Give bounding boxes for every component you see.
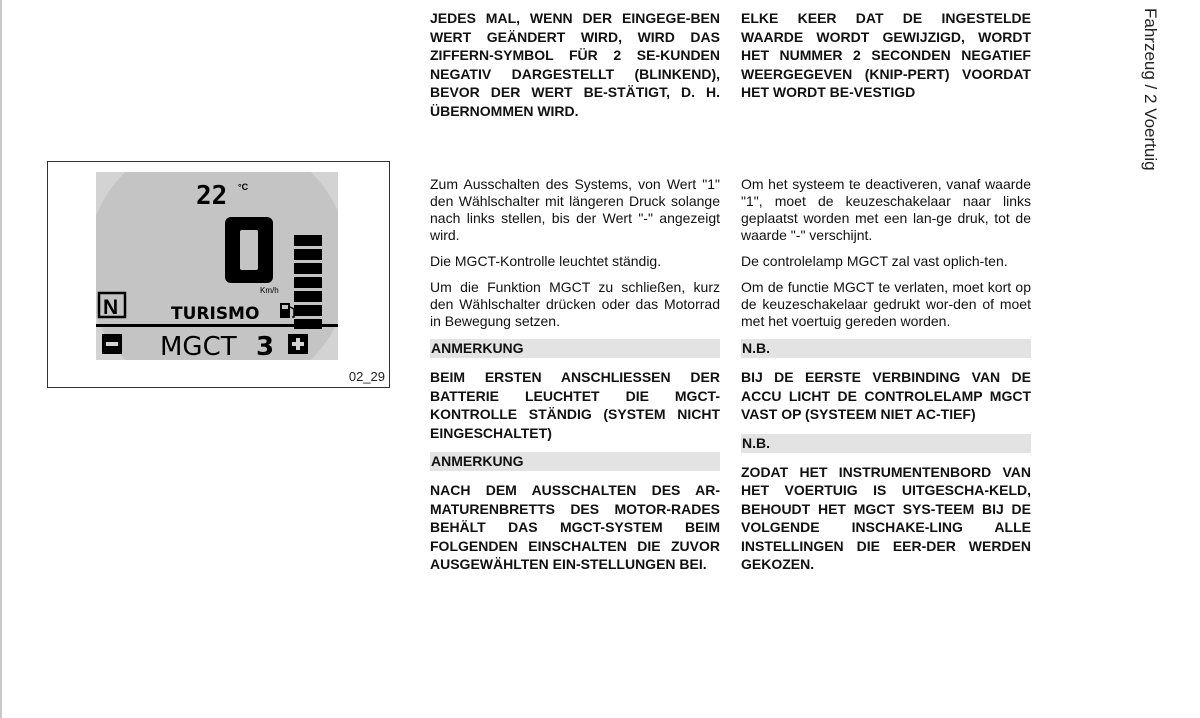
speed-digit: [225, 217, 273, 283]
dutch-note-1-heading: N.B.: [741, 339, 1031, 358]
gauge-bars-icon: [294, 235, 322, 329]
section-side-title: [1130, 8, 1170, 218]
dutch-paragraph-1: Om het systeem te deactiveren, vanaf waarde "1", moet de keuzeschakelaar naar links geplaatst worden met een lan-ge druk, tot de waarde "-" verschijnt.: [741, 176, 1031, 243]
minus-icon: [102, 334, 122, 354]
figure-label: 02_29: [348, 369, 385, 384]
dutch-note-2-heading: N.B.: [741, 434, 1031, 453]
german-paragraph-3: Um die Funktion MGCT zu schließen, kurz den Wählschalter drücken oder das Motorrad in Bewegung setzen.: [430, 279, 720, 329]
dutch-note-2-text: ZODAT HET INSTRUMENTENBORD VAN HET VOERTUIG IS UITGESCHA-KELD, BEHOUDT HET MGCT SYS-TEEM BIJ DE VOLGENDE INSCHAKE-LING ALLE INSTELLINGEN DIE EER-DER WERDEN GEKOZEN.: [741, 463, 1031, 572]
german-note-1-text: BEIM ERSTEN ANSCHLIESSEN DER BATTERIE LEUCHTET DIE MGCT-KONTROLLE STÄNDIG (SYSTEM NICHT EINGESCHALTET): [430, 369, 720, 441]
german-note-2-text: NACH DEM AUSSCHALTEN DES AR-MATURENBRETTS DES MOTOR-RADES BEHÄLT DAS MGCT-SYSTEM BEIM FOLGENDEN EINSCHALTEN DIE ZUVOR AUSGEWÄHLTEN EIN-STELLUNGEN BEI.: [430, 482, 720, 572]
german-note-1-heading: ANMERKUNG: [430, 339, 720, 358]
control-value: 3: [256, 332, 275, 362]
dutch-note-1-text: BIJ DE EERSTE VERBINDING VAN DE ACCU LICHT DE CONTROLELAMP MGCT VAST OP (SYSTEEM NIET AC-TIEF): [741, 369, 1031, 422]
german-top-notice: [430, 9, 720, 120]
plus-icon: [288, 334, 308, 354]
page-edge: [0, 0, 2, 718]
control-label: MGCT: [160, 332, 237, 362]
german-paragraph-1: Zum Ausschalten des Systems, von Wert "1" den Wählschalter mit längeren Druck solange nach links stellen, bis der Wert "-" angezeigt wird.: [430, 176, 720, 243]
display-divider: [96, 324, 338, 327]
temperature-value: 22: [196, 181, 228, 211]
dutch-paragraph-2: De controlelamp MGCT zal vast oplich-ten.: [741, 253, 1008, 269]
dutch-paragraph-3: Om de functie MGCT te verlaten, moet kort op de keuzeschakelaar gedrukt wor-den of moet met het voertuig gereden worden.: [741, 279, 1031, 329]
dutch-warning-text: ELKE KEER DAT DE INGESTELDE WAARDE WORDT GEWIJZIGD, WORDT HET NUMMER 2 SECONDEN NEGATIEF WEERGEGEVEN (KNIP-PERT) VOORDAT HET WORDT BE-VESTIGD: [741, 10, 1031, 100]
german-paragraph-2: Die MGCT-Kontrolle leuchtet ständig.: [430, 253, 662, 269]
german-column: [430, 176, 720, 574]
dashboard-display-illustration: [48, 162, 389, 387]
dashboard-figure: [47, 161, 390, 388]
gear-indicator: N: [103, 296, 119, 319]
german-warning-text: JEDES MAL, WENN DER EINGEGE-BEN WERT GEÄNDERT WIRD, WIRD DAS ZIFFERN-SYMBOL FÜR 2 SE-KUNDEN NEGATIV DARGESTELLT (BLINKEND), BEVOR DER WERT BE-STÄTIGT, D. H. ÜBERNOMMEN WIRD.: [430, 10, 720, 119]
dutch-column: [741, 176, 1031, 574]
speed-unit: Km/h: [260, 286, 279, 295]
temperature-unit: °C: [238, 182, 249, 192]
dutch-top-notice: [741, 9, 1031, 102]
german-note-2-heading: ANMERKUNG: [430, 452, 720, 471]
section-title-text: Fahrzeug / 2 Voertuig: [1141, 8, 1160, 171]
mode-label: TURISMO: [171, 304, 260, 324]
